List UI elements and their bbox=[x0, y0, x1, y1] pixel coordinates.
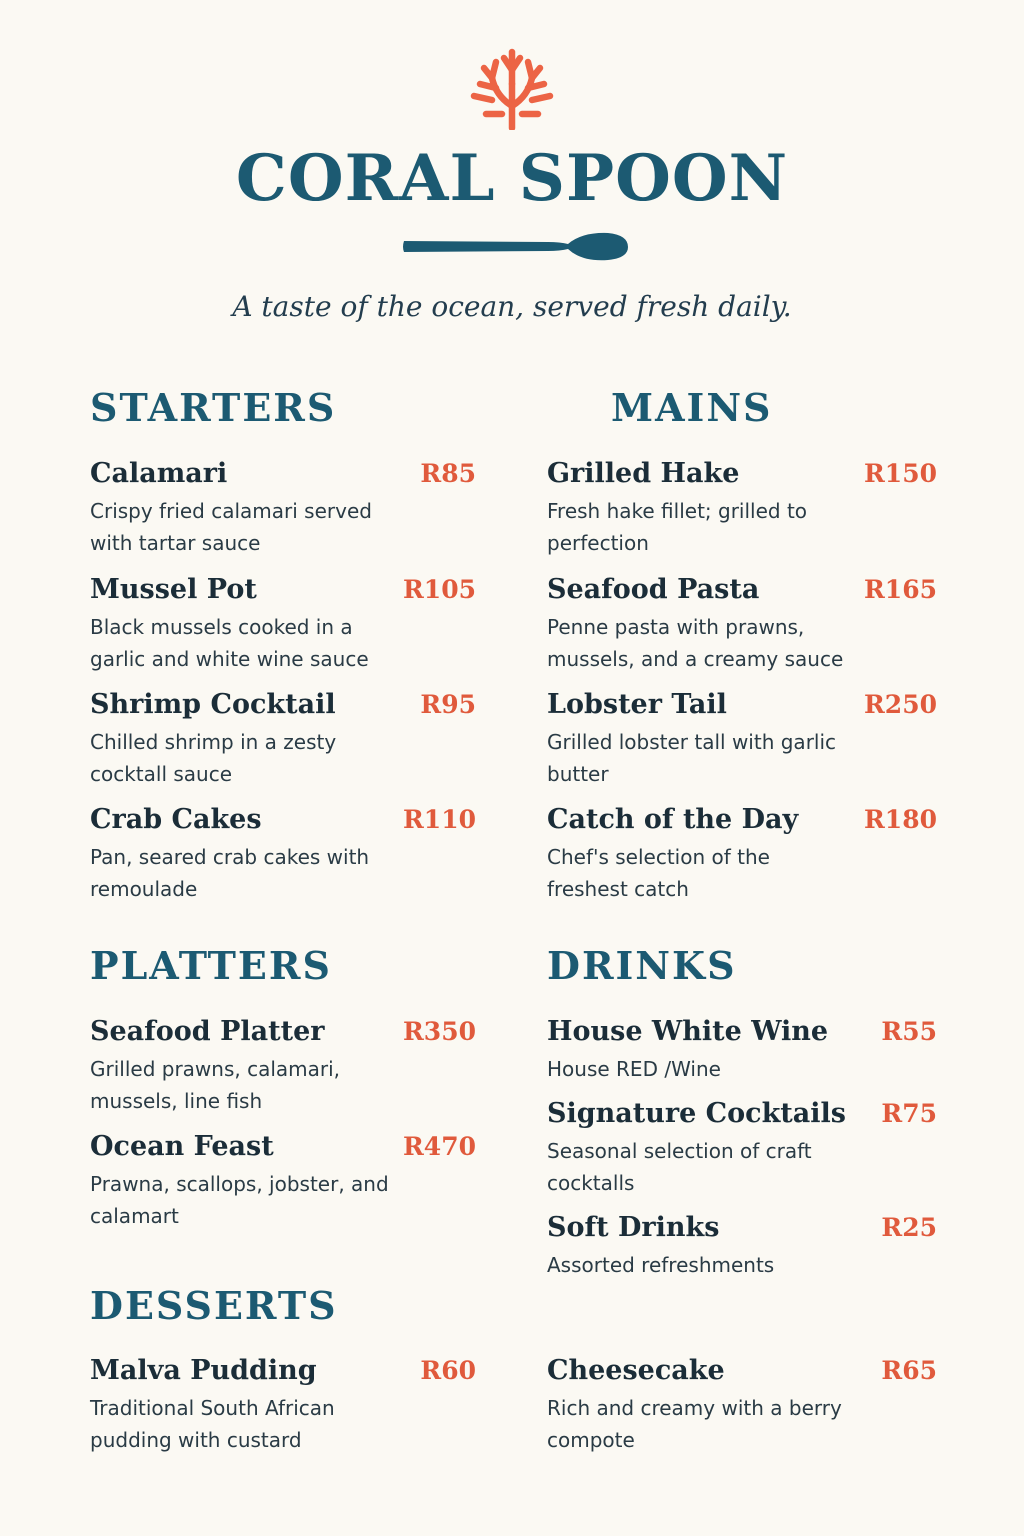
item-price: R85 bbox=[420, 459, 476, 488]
menu-item bbox=[547, 457, 937, 559]
item-price: R350 bbox=[403, 1017, 476, 1046]
menu-item bbox=[547, 573, 937, 675]
item-description: Rich and creamy with a berry compote bbox=[547, 1396, 842, 1452]
item-price: R60 bbox=[420, 1356, 476, 1385]
menu-item bbox=[90, 1130, 476, 1232]
item-name: Seafood Pasta bbox=[547, 574, 760, 605]
item-price: R150 bbox=[864, 459, 937, 488]
item-name: Soft Drinks bbox=[547, 1212, 720, 1243]
item-description: Grilled lobster tall with garlic butter bbox=[547, 730, 837, 786]
item-description: Grilled prawns, calamari, mussels, line fish bbox=[90, 1057, 341, 1113]
item-description: Chilled shrimp in a zesty cocktall sauce bbox=[90, 730, 337, 786]
spoon-icon bbox=[398, 230, 630, 264]
item-price: R75 bbox=[881, 1099, 937, 1128]
item-description: Traditional South African pudding with custard bbox=[90, 1396, 335, 1452]
item-description: Pan, seared crab cakes with remoulade bbox=[90, 845, 370, 901]
item-price: R65 bbox=[881, 1356, 937, 1385]
menu-item bbox=[90, 803, 476, 905]
item-name: Cheesecake bbox=[547, 1355, 725, 1386]
section-title-mains: MAINS bbox=[611, 385, 773, 430]
section-title-platters: PLATTERS bbox=[90, 943, 332, 988]
section-title-starters: STARTERS bbox=[90, 385, 337, 430]
item-description: Prawna, scallops, jobster, and calamart bbox=[90, 1172, 389, 1228]
menu-item bbox=[90, 1015, 476, 1117]
item-description: House RED /Wine bbox=[547, 1057, 721, 1081]
item-description: Penne pasta with prawns, mussels, and a creamy sauce bbox=[547, 615, 844, 671]
item-price: R250 bbox=[864, 690, 937, 719]
item-price: R180 bbox=[864, 805, 937, 834]
menu-item bbox=[547, 1015, 937, 1085]
item-name: Calamari bbox=[90, 458, 228, 489]
menu-item bbox=[90, 457, 476, 559]
menu-item bbox=[547, 1211, 937, 1281]
item-name: Malva Pudding bbox=[90, 1355, 317, 1386]
item-name: Ocean Feast bbox=[90, 1131, 274, 1162]
menu-item bbox=[547, 803, 937, 905]
item-price: R95 bbox=[420, 690, 476, 719]
menu-item bbox=[547, 688, 937, 790]
item-description: Fresh hake fillet; grilled to perfection bbox=[547, 499, 808, 555]
menu-item bbox=[547, 1097, 937, 1199]
item-name: Grilled Hake bbox=[547, 458, 740, 489]
item-name: Catch of the Day bbox=[547, 804, 799, 835]
item-name: Signature Cocktails bbox=[547, 1098, 846, 1129]
section-title-desserts: DESSERTS bbox=[90, 1283, 338, 1328]
item-name: Seafood Platter bbox=[90, 1016, 325, 1047]
item-name: Crab Cakes bbox=[90, 804, 262, 835]
item-description: Seasonal selection of craft cocktalls bbox=[547, 1139, 812, 1195]
item-name: House White Wine bbox=[547, 1016, 829, 1047]
item-price: R55 bbox=[881, 1017, 937, 1046]
menu-item bbox=[90, 688, 476, 790]
section-title-drinks: DRINKS bbox=[547, 943, 737, 988]
coral-icon bbox=[466, 44, 558, 130]
item-name: Mussel Pot bbox=[90, 574, 257, 605]
item-description: Black mussels cooked in a garlic and white wine sauce bbox=[90, 615, 369, 671]
item-description: Chef's selection of the freshest catch bbox=[547, 845, 770, 901]
item-price: R110 bbox=[403, 805, 476, 834]
item-price: R25 bbox=[881, 1213, 937, 1242]
item-description: Assorted refreshments bbox=[547, 1253, 775, 1277]
item-description: Crispy fried calamari served with tartar sauce bbox=[90, 499, 372, 555]
menu-item bbox=[90, 1354, 476, 1456]
item-price: R165 bbox=[864, 575, 937, 604]
tagline: A taste of the ocean, served fresh daily. bbox=[232, 290, 792, 323]
item-price: R470 bbox=[403, 1132, 476, 1161]
restaurant-name: CORAL SPOON bbox=[235, 141, 789, 216]
item-name: Lobster Tail bbox=[547, 689, 727, 720]
menu-item bbox=[90, 573, 476, 675]
item-name: Shrimp Cocktail bbox=[90, 689, 336, 720]
item-price: R105 bbox=[403, 575, 476, 604]
menu-item bbox=[547, 1354, 937, 1456]
